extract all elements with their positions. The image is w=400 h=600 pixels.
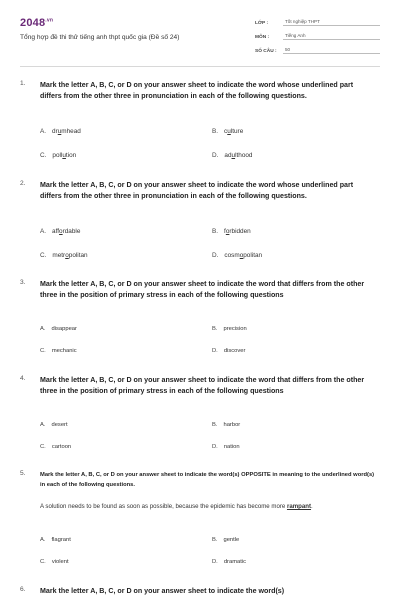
passage-text: A solution needs to be found as soon as possible, because the epidemic has become more bbox=[40, 503, 287, 510]
option-text: cartoon bbox=[51, 444, 72, 450]
meta-class-value: Tốt nghiệp THPT bbox=[283, 19, 380, 26]
option-c[interactable] bbox=[40, 252, 88, 259]
option-a[interactable] bbox=[40, 537, 71, 543]
option-a[interactable] bbox=[40, 228, 80, 235]
option-letter: C. bbox=[40, 444, 46, 450]
underlined-part: u bbox=[62, 152, 66, 159]
option-text: precision bbox=[223, 326, 247, 332]
meta-class-label: LỚP : bbox=[255, 21, 269, 26]
option-b[interactable] bbox=[212, 128, 243, 135]
option-b[interactable] bbox=[212, 326, 247, 332]
option-text: politan bbox=[243, 252, 263, 259]
option-text: aff bbox=[52, 228, 60, 235]
option-text: lthood bbox=[235, 152, 253, 159]
option-b[interactable] bbox=[212, 537, 239, 543]
option-text: metr bbox=[52, 252, 66, 259]
underlined-part: o bbox=[59, 228, 63, 235]
option-text: rdable bbox=[62, 228, 81, 235]
option-text: discover bbox=[223, 348, 246, 354]
question-4 bbox=[20, 375, 380, 465]
question-number: 1. bbox=[20, 80, 26, 87]
question-prompt: Mark the letter A, B, C, or D on your answer sheet to indicate the word whose underlined part differs from the other three in pronunciation in each of the following questions. bbox=[40, 181, 354, 200]
option-letter: D. bbox=[212, 559, 218, 565]
option-d[interactable] bbox=[212, 348, 245, 354]
option-letter: C. bbox=[40, 252, 47, 259]
option-a[interactable] bbox=[40, 422, 68, 428]
question-number: 4. bbox=[20, 375, 26, 382]
exam-title: Tổng hợp đề thi thử tiếng anh thpt quốc gia (Đề số 24) bbox=[20, 34, 180, 41]
question-prompt: Mark the letter A, B, C, or D on your answer sheet to indicate the word that differs from the other three in the position of primary stress in each of the following questions bbox=[40, 280, 365, 299]
option-text: poll bbox=[52, 152, 63, 159]
header-divider bbox=[20, 66, 380, 67]
underlined-word: rampant bbox=[286, 503, 312, 510]
question-prompt: Mark the letter A, B, C, or D on your answer sheet to indicate the word(s) OPPOSITE in meaning to the underlined word(s) in each of the following questions. bbox=[40, 472, 375, 488]
underlined-part: u bbox=[231, 152, 236, 159]
question-prompt: Mark the letter A, B, C, or D on your answer sheet to indicate the word(s) bbox=[40, 587, 285, 595]
option-letter: B. bbox=[212, 128, 219, 135]
question-6 bbox=[20, 586, 380, 600]
option-letter: D. bbox=[212, 348, 218, 354]
option-text: gentle bbox=[223, 537, 240, 543]
underlined-part: o bbox=[239, 252, 244, 259]
option-text: rbidden bbox=[229, 228, 251, 235]
option-text: lture bbox=[230, 128, 244, 135]
option-d[interactable] bbox=[212, 444, 240, 450]
option-c[interactable] bbox=[40, 559, 69, 565]
underlined-part: u bbox=[227, 128, 231, 135]
question-2 bbox=[20, 180, 380, 270]
option-d[interactable] bbox=[212, 252, 262, 259]
option-c[interactable] bbox=[40, 152, 76, 159]
option-text: cosm bbox=[224, 252, 240, 259]
passage-text: . bbox=[311, 503, 313, 510]
underlined-part: o bbox=[65, 252, 69, 259]
question-number: 5. bbox=[20, 470, 26, 477]
question-passage bbox=[40, 502, 375, 512]
meta-count-value: 50 bbox=[283, 47, 380, 54]
question-prompt: Mark the letter A, B, C, or D on your answer sheet to indicate the word whose underlined part differs from the other three in pronunciation in each of the following questions. bbox=[40, 81, 354, 100]
question-number: 2. bbox=[20, 180, 26, 187]
option-text: desert bbox=[51, 422, 68, 428]
question-5 bbox=[20, 470, 380, 575]
option-a[interactable] bbox=[40, 326, 77, 332]
question-number: 6. bbox=[20, 586, 26, 593]
option-letter: A. bbox=[40, 326, 46, 332]
option-letter: B. bbox=[212, 326, 218, 332]
meta-class bbox=[255, 14, 380, 26]
option-letter: A. bbox=[40, 128, 47, 135]
option-letter: B. bbox=[212, 537, 218, 543]
question-3 bbox=[20, 279, 380, 369]
underlined-part: u bbox=[57, 128, 62, 135]
option-letter: A. bbox=[40, 422, 46, 428]
option-text: harbor bbox=[223, 422, 241, 428]
option-text: mhead bbox=[61, 128, 81, 135]
meta-count-label: SỐ CÂU : bbox=[255, 49, 277, 54]
option-c[interactable] bbox=[40, 348, 77, 354]
option-b[interactable] bbox=[212, 422, 240, 428]
brand-suffix: .vn bbox=[45, 17, 54, 24]
option-letter: B. bbox=[212, 422, 218, 428]
option-letter: D. bbox=[212, 444, 218, 450]
option-b[interactable] bbox=[212, 228, 251, 235]
question-1 bbox=[20, 80, 380, 170]
option-letter: B. bbox=[212, 228, 219, 235]
meta-subject-value: Tiếng Anh bbox=[283, 33, 380, 40]
option-text: dramatic bbox=[223, 559, 247, 565]
option-text: politan bbox=[68, 252, 88, 259]
brand-name: 2048 bbox=[20, 17, 46, 29]
option-text: mechanic bbox=[51, 348, 77, 354]
question-number: 3. bbox=[20, 279, 26, 286]
option-text: disappear bbox=[51, 326, 77, 332]
page-header bbox=[0, 0, 400, 70]
option-a[interactable] bbox=[40, 128, 81, 135]
option-d[interactable] bbox=[212, 559, 246, 565]
meta-count bbox=[255, 42, 380, 54]
option-letter: D. bbox=[212, 152, 219, 159]
brand-logo bbox=[20, 17, 53, 29]
option-text: ad bbox=[224, 152, 232, 159]
exam-meta bbox=[255, 14, 380, 56]
option-letter: A. bbox=[40, 537, 46, 543]
option-text: flagrant bbox=[51, 537, 71, 543]
option-letter: C. bbox=[40, 152, 47, 159]
option-text: violent bbox=[51, 559, 69, 565]
option-text: nation bbox=[223, 444, 240, 450]
underlined-part: o bbox=[225, 228, 230, 235]
option-text: f bbox=[224, 228, 226, 235]
option-text: dr bbox=[52, 128, 58, 135]
option-letter: A. bbox=[40, 228, 47, 235]
option-text: tion bbox=[65, 152, 77, 159]
option-letter: C. bbox=[40, 559, 46, 565]
option-letter: D. bbox=[212, 252, 219, 259]
meta-subject-label: MÔN : bbox=[255, 35, 270, 40]
option-text: c bbox=[224, 128, 228, 135]
question-prompt: Mark the letter A, B, C, or D on your answer sheet to indicate the word that differs from the other three in the position of primary stress in each of the following questions bbox=[40, 376, 365, 395]
option-d[interactable] bbox=[212, 152, 253, 159]
option-c[interactable] bbox=[40, 444, 71, 450]
option-letter: C. bbox=[40, 348, 46, 354]
meta-subject bbox=[255, 28, 380, 40]
